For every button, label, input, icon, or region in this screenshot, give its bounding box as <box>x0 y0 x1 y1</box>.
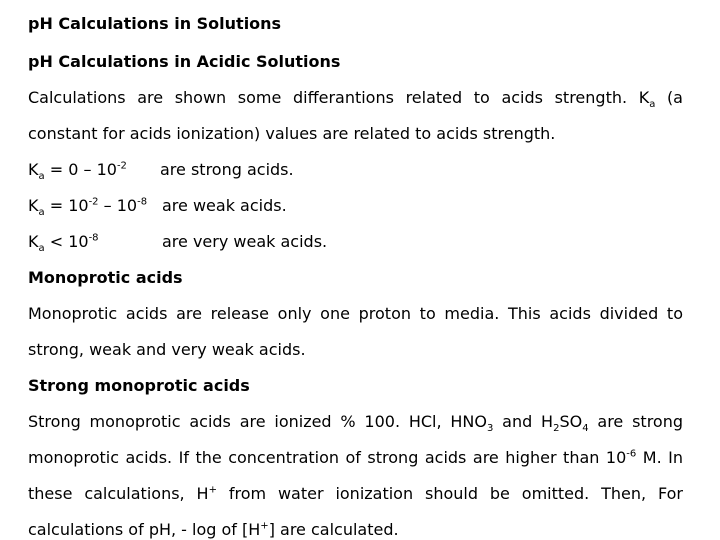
ka-range-strong <box>28 160 294 183</box>
strong-line-2: monoprotic acids. If the concentration of strong acids are higher than $10^{-6}$ M. In <box>28 448 684 467</box>
section-heading-acidic: pH Calculations in Acidic Solutions <box>28 52 341 71</box>
ka-expression: $K_a = 10^{-2} - 10^{-8}$ <box>28 196 148 219</box>
ka-description: are weak acids. <box>162 196 287 215</box>
ka-description: are very weak acids. <box>162 232 328 251</box>
monoprotic-line-1: Monoprotic acids are release only one proton to media. This acids divided to <box>28 304 683 323</box>
strong-line-4: calculations of pH, - log of [H+] are calculated. <box>28 520 399 539</box>
ka-range-weak <box>28 196 287 219</box>
intro-text-1a: Calculations are shown some differantions related to acids strength. K <box>28 88 650 107</box>
section-heading-strong-monoprotic: Strong monoprotic acids <box>28 376 250 395</box>
section-heading-monoprotic: Monoprotic acids <box>28 268 183 287</box>
intro-text-1b: (a <box>655 88 683 107</box>
ka-range-very-weak <box>28 232 328 255</box>
intro-line-2: constant for acids ionization) values are related to acids strength. <box>28 124 556 143</box>
strong-line-1: Strong monoprotic acids are ionized % 100. HCl, $HNO_3$ and $H_2SO_4$ are strong <box>28 412 683 435</box>
intro-subscript: a <box>649 99 656 111</box>
monoprotic-line-2: strong, weak and very weak acids. <box>28 340 306 359</box>
intro-line-1 <box>28 88 683 111</box>
document-page <box>28 0 683 540</box>
strong-line-3: these calculations, H+ from water ionization should be omitted. Then, For <box>28 484 684 503</box>
ka-expression: $K_a = 0 - 10^{-2}$ <box>28 160 127 183</box>
ka-description: are strong acids. <box>160 160 294 179</box>
document-title: pH Calculations in Solutions <box>28 14 282 33</box>
ka-expression: $K_a < 10^{-8}$ <box>28 232 99 255</box>
